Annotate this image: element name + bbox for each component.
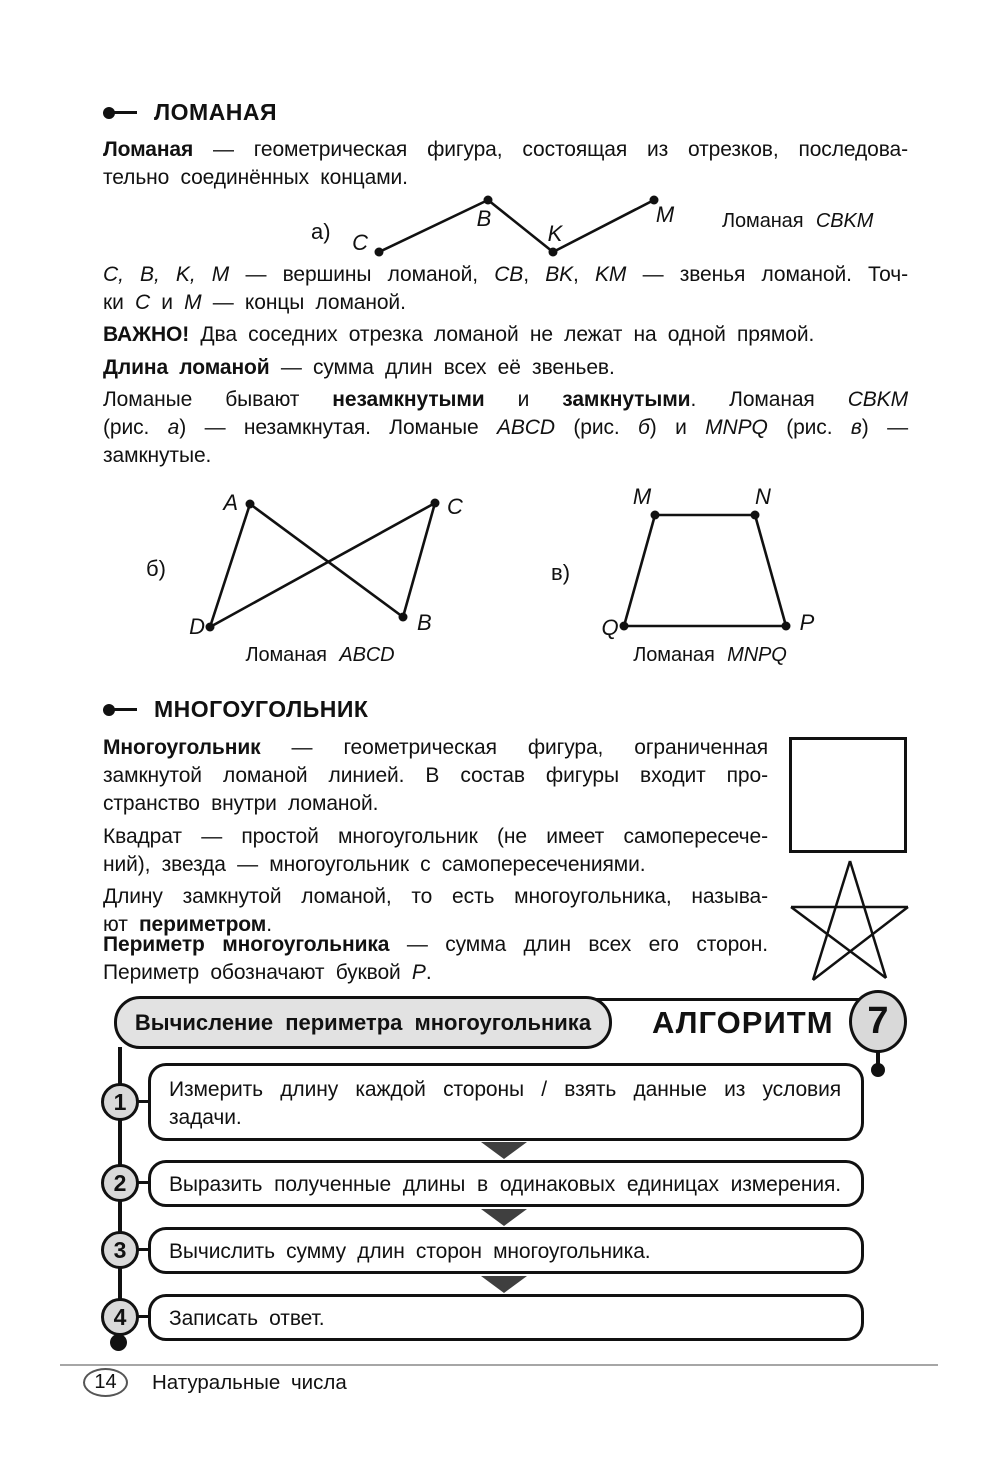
vertex-dot-c <box>375 248 384 257</box>
figure-v-closed-line-mnpq <box>585 478 835 648</box>
vertex-label-q: Q <box>601 615 619 640</box>
vertex-label-n: N <box>755 484 771 509</box>
algorithm-top-connector-line <box>585 998 863 1001</box>
figure-v-label: в) <box>551 560 571 585</box>
vertex-label-c: C <box>352 230 368 255</box>
vertex-label-c: C <box>447 494 463 519</box>
vertex-label-p: P <box>799 610 815 635</box>
segment-bc <box>403 503 435 617</box>
figure-b-caption: Ломаная ABCD <box>245 644 395 666</box>
step-number-3: 3 <box>101 1231 139 1269</box>
down-arrow-icon <box>481 1276 527 1293</box>
vertex-label-k: K <box>547 221 563 246</box>
vertex-label-m: M <box>655 202 675 227</box>
paragraph-perimeter-definition: Периметр многоугольника — сумма длин всех его сторон. Периметр обозначают буквой P. <box>103 933 768 984</box>
paragraph-vertices: C, B, K, M — вершины ломаной, CB, BK, KM — звенья ломаной. Точ- ки C и M — концы ломаной. <box>103 263 908 314</box>
paragraph-perimeter-name: Длину замкнутой ломаной, то есть многоугольника, называ- ют периметром. <box>103 885 768 936</box>
segment-np <box>755 515 786 626</box>
section-bullet-icon <box>103 703 137 716</box>
figure-a-broken-line-cbkm <box>300 186 680 266</box>
algorithm-number-circle: 7 <box>849 990 907 1053</box>
section-heading-lomanaya <box>103 99 277 126</box>
paragraph-polygon-definition: Многоугольник — геометрическая фигура, ограниченная замкнутой ломаной линией. В состав фигуры входит про- странство внутри ломаной. <box>103 736 768 815</box>
paragraph-square-star: Квадрат — простой многоугольник (не имеет самопересече- ний), звезда — многоугольник с самопересечениями. <box>103 825 768 876</box>
segment-qm <box>624 515 655 626</box>
figure-a-label: а) <box>311 219 331 244</box>
algorithm-title-pill: Вычисление периметра многоугольника <box>114 996 612 1049</box>
step-box-3: Вычислить сумму длин сторон многоугольника. <box>148 1227 864 1274</box>
vertex-label-m: M <box>632 484 652 509</box>
algorithm-badge: АЛГОРИТМ <box>652 1005 834 1040</box>
algorithm-number-end-dot <box>871 1063 885 1077</box>
square-figure <box>789 737 907 853</box>
vertex-dot-q <box>620 622 629 631</box>
section-title: МНОГОУГОЛЬНИК <box>154 696 369 722</box>
star-line <box>791 907 886 978</box>
step-box-4: Записать ответ. <box>148 1294 864 1341</box>
figure-b-closed-line-abcd <box>138 478 498 648</box>
vertex-dot-m <box>651 511 660 520</box>
vertex-dot-c <box>431 499 440 508</box>
figure-b-label: б) <box>146 556 166 581</box>
step-number-4: 4 <box>101 1298 139 1336</box>
star-line <box>813 907 908 980</box>
star-figure <box>779 855 915 987</box>
vertex-label-b: B <box>476 206 492 231</box>
star-line <box>813 861 850 980</box>
star-line <box>850 861 886 978</box>
segment-ab <box>250 504 403 617</box>
step-box-1: Измерить длину каждой стороны / взять данные из условия задачи. <box>148 1063 864 1141</box>
figure-v-caption: Ломаная MNPQ <box>633 644 787 666</box>
paragraph-lomanaya-definition: Ломаная — геометрическая фигура, состоящая из отрезков, последова- тельно соединённых концами. <box>103 138 908 189</box>
page-number-badge: 14 <box>83 1368 128 1397</box>
paragraph-important: ВАЖНО! Два соседних отрезка ломаной не лежат на одной прямой. <box>103 323 815 346</box>
segment-bk <box>488 200 553 252</box>
vertex-dot-n <box>751 511 760 520</box>
vertex-label-a: A <box>223 490 238 515</box>
section-heading-mnogougolnik <box>103 696 368 723</box>
segment-cb <box>379 200 488 252</box>
figure-a-caption: Ломаная CBKM <box>722 210 874 232</box>
step-number-2: 2 <box>101 1164 139 1202</box>
vertex-dot-b <box>399 613 408 622</box>
vertex-label-b: B <box>417 610 432 635</box>
vertex-dot-a <box>246 500 255 509</box>
algorithm-rail-end-dot <box>110 1334 127 1351</box>
section-title: ЛОМАНАЯ <box>154 99 278 125</box>
step-box-2: Выразить полученные длины в одинаковых единицах измерения. <box>148 1160 864 1207</box>
footer-divider-line <box>60 1364 938 1366</box>
vertex-dot-d <box>206 623 215 632</box>
footer-chapter-title: Натуральные числа <box>152 1371 347 1394</box>
segment-km <box>553 200 654 252</box>
down-arrow-icon <box>481 1142 527 1159</box>
vertex-dot-b <box>484 196 493 205</box>
vertex-dot-k <box>549 248 558 257</box>
vertex-dot-p <box>782 622 791 631</box>
step-number-1: 1 <box>101 1083 139 1121</box>
section-bullet-icon <box>103 106 137 119</box>
paragraph-length: Длина ломаной — сумма длин всех её звеньев. <box>103 356 615 379</box>
paragraph-types: Ломаные бывают незамкнутыми и замкнутыми. Ломаная CBKM (рис. а) — незамкнутая. Ломаные ABCD (рис. б) и MNPQ (рис. в) — замкнутые. <box>103 388 908 467</box>
vertex-label-d: D <box>189 614 205 639</box>
down-arrow-icon <box>481 1209 527 1226</box>
